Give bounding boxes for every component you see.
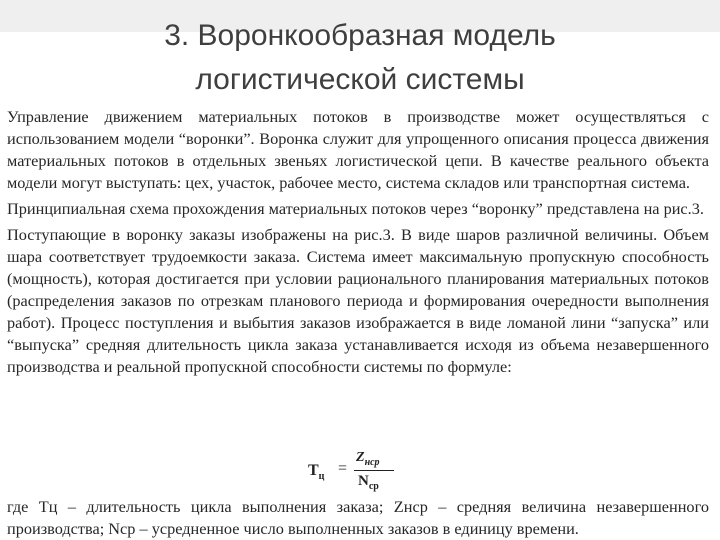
- formula-denominator: $N_{ср}$: [358, 473, 379, 492]
- slide-title: [0, 14, 720, 102]
- formula-equals: =: [338, 460, 348, 477]
- cycle-time-formula: [308, 450, 418, 496]
- formula-fraction-bar: [354, 470, 394, 471]
- formula-numerator: $Z_{нср}$: [356, 450, 380, 468]
- slide-title-line-1: 3. Воронкообразная модель: [164, 19, 556, 52]
- paragraph-funnel-intro: Управление движением материальных потоков в производстве может осуществляться с использованием модели “воронки”. Воронка служит для упрощенного описания процесса движения материальных потоков в отдельных звеньях логистической цепи. В качестве реального объекта модели могут выступать: цех, участок, рабочее место, система складов или транспортная система.: [7, 107, 709, 192]
- paragraph-orders-description: Поступающие в воронку заказы изображены на рис.3. В виде шаров различной величины. Объем шара соответствует трудоемкости заказа. Система имеет максимальную пропускную способность (мощность), которая достигается при условии рационального планирования материальных потоков (распределения заказов по отрезкам планового периода и формирования очередности выполнения работ). Процесс поступления и выбытия заказов изображается в виде ломаной лини “запуска” или “выпуска” средняя длительность цикла заказа устанавливается исходя из объема незавершенного производства и реальной пропускной способности системы по формуле:: [7, 225, 709, 376]
- paragraph-scheme-reference: Принципиальная схема прохождения материальных потоков через “воронку” представлена на рис.3.: [7, 199, 704, 218]
- formula-legend: где Тц – длительность цикла выполнения заказа; Zнср – средняя величина незавершенного производства; Nср – усредненное число выполненных заказов в единицу времени.: [7, 497, 709, 538]
- slide-title-line-2: логистической системы: [195, 63, 525, 96]
- slide-body: [7, 106, 709, 382]
- formula-lhs: $Т_ц$: [308, 462, 325, 483]
